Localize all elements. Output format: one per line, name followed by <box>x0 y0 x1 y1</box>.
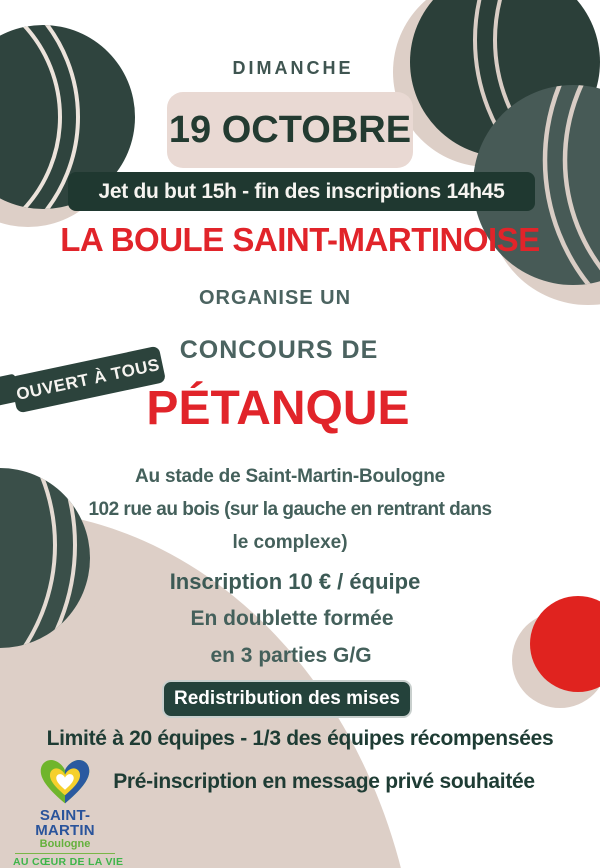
venue-line-3: le complexe) <box>232 532 348 553</box>
prizes-banner <box>162 680 412 718</box>
open-badge-text: OUVERT À TOUS <box>14 354 162 404</box>
concours-label: CONCOURS DE <box>179 336 379 364</box>
format-line-2: en 3 parties G/G <box>210 644 372 667</box>
club-name: LA BOULE SAINT-MARTINOISE <box>60 221 540 258</box>
schedule-text: Jet du but 15h - fin des inscriptions 14h45 <box>98 179 505 203</box>
format-line-1: En doublette formée <box>190 607 394 630</box>
logo-city-name: SAINT-MARTIN <box>35 807 95 839</box>
venue-line-1: Au stade de Saint-Martin-Boulogne <box>134 466 446 487</box>
logo-sub-name: Boulogne <box>39 838 91 850</box>
organise-label: ORGANISE UN <box>198 287 352 309</box>
logo-divider <box>15 853 115 854</box>
date-text: 19 OCTOBRE <box>168 108 412 151</box>
venue-line-2: 102 rue au bois (sur la gauche en rentrant dans <box>88 499 492 520</box>
schedule-banner <box>68 172 535 211</box>
limit-line: Limité à 20 équipes - 1/3 des équipes récompensées <box>46 727 554 750</box>
saint-martin-logo <box>13 756 124 868</box>
date-banner <box>167 92 413 168</box>
logo-tagline: AU CŒUR DE LA VIE <box>13 856 124 868</box>
event-title: PÉTANQUE <box>146 382 410 435</box>
day-label: DIMANCHE <box>232 58 354 78</box>
prizes-text: Redistribution des mises <box>174 688 400 709</box>
fee-line: Inscription 10 € / équipe <box>169 569 421 594</box>
heart-logo-icon <box>34 756 96 808</box>
preregister-line: Pré-inscription en message privé souhaitée <box>113 770 535 793</box>
